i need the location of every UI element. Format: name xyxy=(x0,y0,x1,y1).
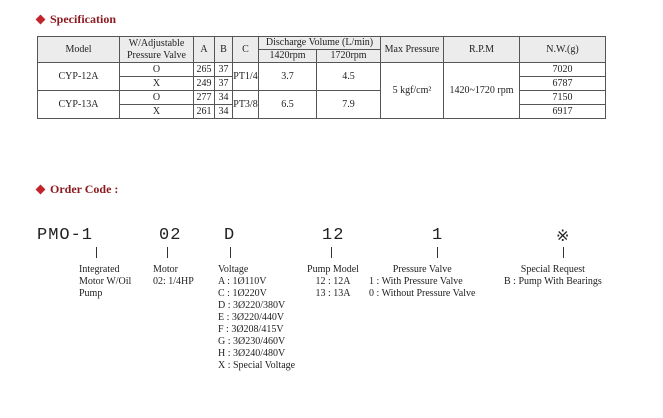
code-tick xyxy=(563,247,564,258)
code-tick xyxy=(437,247,438,258)
special-title: Special Request xyxy=(520,264,585,275)
a-cell: 249 xyxy=(194,77,215,91)
special-option: B : Pump With Bearings xyxy=(504,276,602,287)
b-cell: 34 xyxy=(215,105,233,119)
pump-option: 12 : 12A xyxy=(315,276,351,287)
integrated-line: Pump xyxy=(79,288,103,299)
header-b: B xyxy=(215,37,233,63)
order-code-heading xyxy=(33,182,118,197)
integrated-line: Motor W/Oil xyxy=(79,276,132,287)
valve-cell: O xyxy=(120,91,194,105)
header-discharge: Discharge Volume (L/min) xyxy=(259,37,381,50)
valve-option: 0 : Without Pressure Valve xyxy=(369,288,476,299)
nw-cell: 6917 xyxy=(520,105,606,119)
c-cell: PT3/8 xyxy=(233,91,259,119)
nw-cell: 7150 xyxy=(520,91,606,105)
voltage-option: G : 3Ø230/460V xyxy=(218,336,286,347)
code-tick xyxy=(331,247,332,258)
rpm-cell: 1420~1720 rpm xyxy=(444,63,520,119)
valve-cell: O xyxy=(120,63,194,77)
specification-table xyxy=(37,36,606,119)
code-tick xyxy=(96,247,97,258)
code-prefix: PMO-1 xyxy=(37,226,94,245)
table-row xyxy=(38,91,606,105)
integrated-description xyxy=(79,264,131,300)
header-nw: N.W.(g) xyxy=(520,37,606,63)
valve-option: 1 : With Pressure Valve xyxy=(369,276,463,287)
code-tick xyxy=(167,247,168,258)
voltage-option: A : 1Ø110V xyxy=(218,276,267,287)
header-1420rpm: 1420rpm xyxy=(259,50,317,63)
diamond-bullet-icon xyxy=(36,15,46,25)
header-valve-line2: Pressure Valve xyxy=(127,49,186,61)
code-voltage: D xyxy=(224,226,236,245)
code-tick xyxy=(230,247,231,258)
voltage-option: X : Special Voltage xyxy=(218,360,296,371)
integrated-line: Integrated xyxy=(79,264,120,275)
b-cell: 37 xyxy=(215,77,233,91)
valve-title: Pressure Valve xyxy=(392,264,452,275)
code-special: ※ xyxy=(556,228,571,246)
b-cell: 37 xyxy=(215,63,233,77)
header-c: C xyxy=(233,37,259,63)
model-cell: CYP-12A xyxy=(38,63,120,91)
code-motor: 02 xyxy=(159,226,182,245)
max-pressure-cell: 5 kgf/cm² xyxy=(381,63,444,119)
motor-line: Motor xyxy=(153,264,178,275)
discharge-1720-cell: 7.9 xyxy=(317,91,381,119)
header-valve-line1: W/Adjustable xyxy=(128,37,185,49)
a-cell: 265 xyxy=(194,63,215,77)
pump-description xyxy=(301,264,365,300)
a-cell: 261 xyxy=(194,105,215,119)
voltage-option: F : 3Ø208/415V xyxy=(218,324,284,335)
valve-cell: X xyxy=(120,105,194,119)
a-cell: 277 xyxy=(194,91,215,105)
code-pump: 12 xyxy=(322,226,345,245)
discharge-1720-cell: 4.5 xyxy=(317,63,381,91)
voltage-description xyxy=(218,264,295,372)
valve-cell: X xyxy=(120,77,194,91)
nw-cell: 7020 xyxy=(520,63,606,77)
c-cell: PT1/4 xyxy=(233,63,259,91)
header-rpm: R.P.M xyxy=(444,37,520,63)
nw-cell: 6787 xyxy=(520,77,606,91)
b-cell: 34 xyxy=(215,91,233,105)
header-a: A xyxy=(194,37,215,63)
voltage-title: Voltage xyxy=(218,264,249,275)
header-1720rpm: 1720rpm xyxy=(317,50,381,63)
pump-title: Pump Model xyxy=(307,264,359,275)
header-max-pressure: Max Pressure xyxy=(381,37,444,63)
header-valve xyxy=(120,37,194,63)
voltage-option: C : 1Ø220V xyxy=(218,288,267,299)
discharge-1420-cell: 3.7 xyxy=(259,63,317,91)
voltage-option: D : 3Ø220/380V xyxy=(218,300,286,311)
specification-heading-text: Specification xyxy=(50,12,116,26)
voltage-option: E : 3Ø220/440V xyxy=(218,312,285,323)
discharge-1420-cell: 6.5 xyxy=(259,91,317,119)
diamond-bullet-icon xyxy=(36,185,46,195)
special-description xyxy=(504,264,602,288)
order-code-heading-text: Order Code : xyxy=(50,182,119,196)
motor-line: 02: 1/4HP xyxy=(153,276,194,287)
valve-description xyxy=(369,264,475,300)
header-model: Model xyxy=(38,37,120,63)
motor-description xyxy=(153,264,194,288)
specification-heading xyxy=(33,12,116,27)
table-row xyxy=(38,63,606,77)
pump-option: 13 : 13A xyxy=(315,288,351,299)
code-valve: 1 xyxy=(432,226,444,245)
model-cell: CYP-13A xyxy=(38,91,120,119)
voltage-option: H : 3Ø240/480V xyxy=(218,348,286,359)
